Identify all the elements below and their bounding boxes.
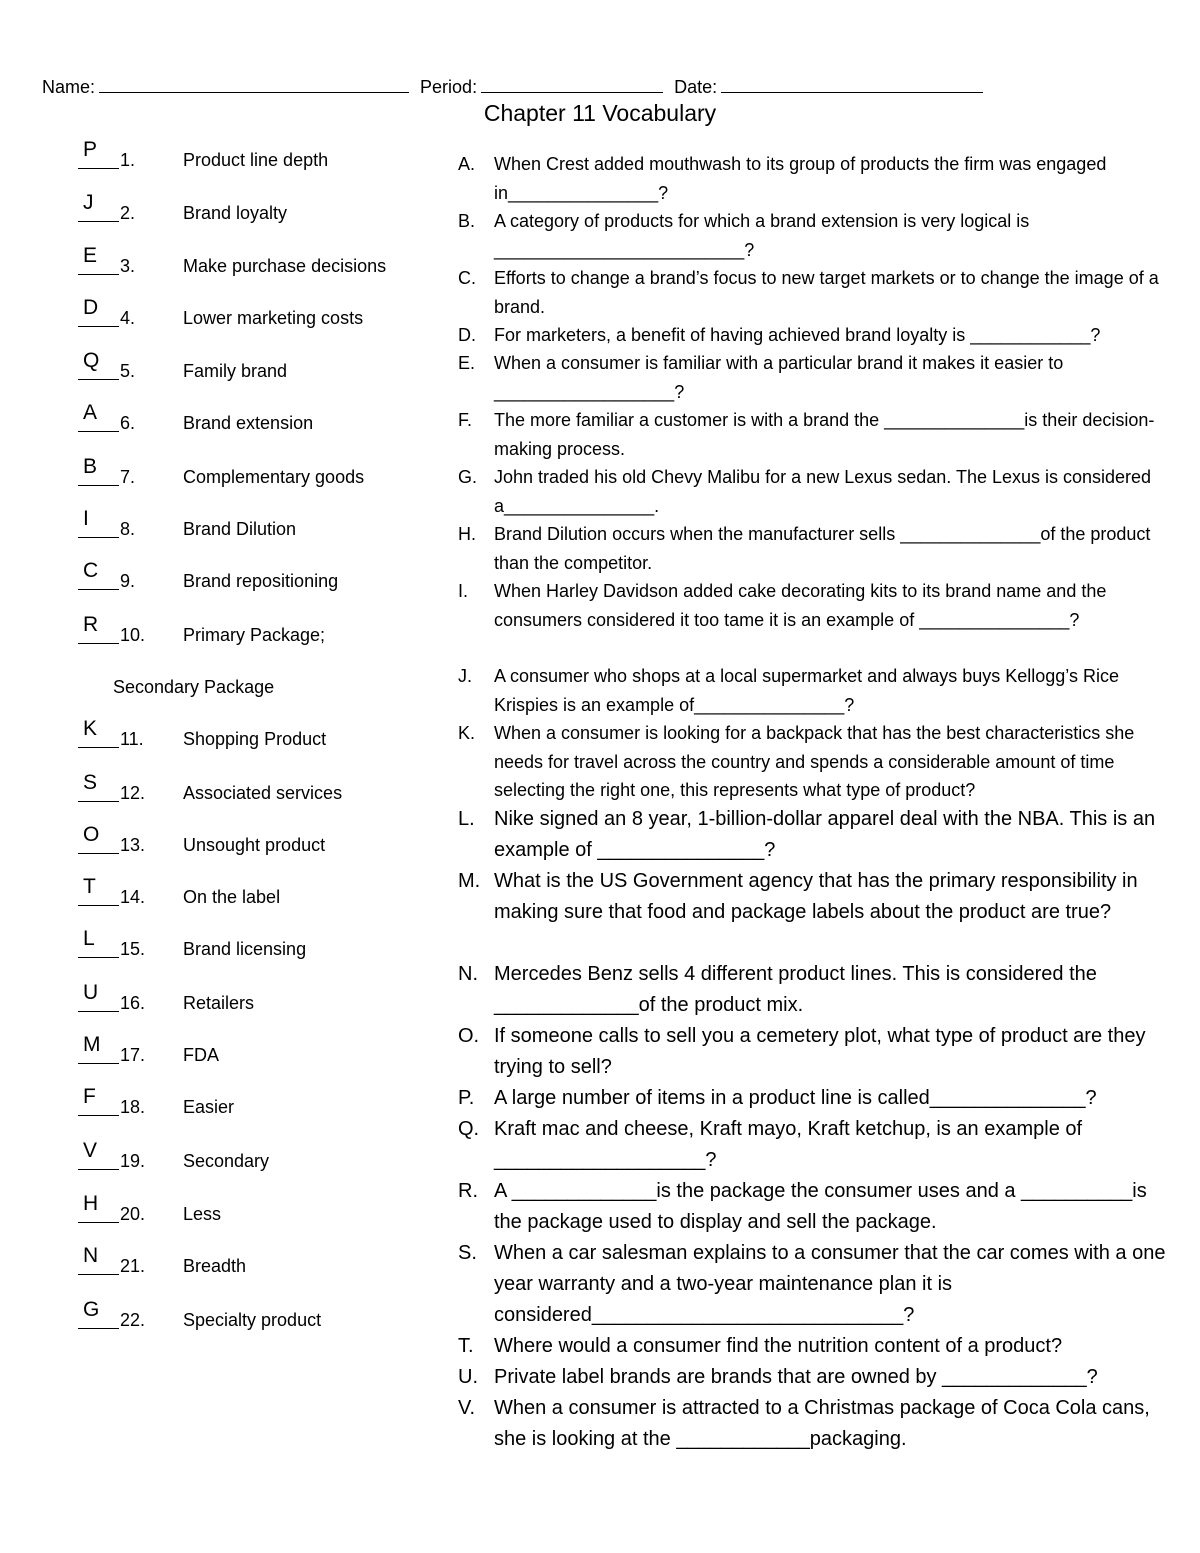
answer-letter[interactable]: C bbox=[83, 559, 99, 582]
answer-line bbox=[78, 801, 119, 802]
answer-line bbox=[78, 379, 119, 380]
answer-letter[interactable]: D bbox=[83, 296, 99, 319]
term-text: Retailers bbox=[183, 993, 255, 1013]
question-text: Nike signed an 8 year, 1-billion-dollar apparel deal with the NBA. This is an example of _______________? bbox=[494, 808, 1156, 861]
question-letter: D. bbox=[458, 325, 476, 345]
answer-line bbox=[78, 1011, 119, 1012]
term-text: Brand loyalty bbox=[183, 203, 288, 223]
answer-letter[interactable]: H bbox=[83, 1192, 99, 1215]
period-label: Period: bbox=[420, 77, 478, 97]
question-letter: T. bbox=[458, 1335, 474, 1357]
answer-letter[interactable]: A bbox=[83, 401, 98, 424]
question-letter: P. bbox=[458, 1087, 475, 1109]
name-label: Name: bbox=[42, 77, 96, 97]
answer-letter[interactable]: Q bbox=[83, 349, 100, 372]
answer-letter[interactable]: V bbox=[83, 1139, 98, 1162]
question-text: When Crest added mouthwash to its group of products the firm was engaged in_______________? bbox=[494, 154, 1107, 203]
term-text: Easier bbox=[183, 1097, 235, 1117]
question-letter: U. bbox=[458, 1366, 478, 1388]
term-text: Secondary bbox=[183, 1151, 270, 1171]
term-number: 17. bbox=[120, 1045, 146, 1065]
term-number: 4. bbox=[120, 308, 136, 328]
period-field[interactable] bbox=[481, 74, 663, 93]
answer-line bbox=[78, 1169, 119, 1170]
answer-line bbox=[78, 431, 119, 432]
question-letter: E. bbox=[458, 353, 476, 373]
question-text: Efforts to change a brand’s focus to new target markets or to change the image of a brand. bbox=[494, 268, 1159, 317]
term-number: 14. bbox=[120, 887, 146, 907]
term-text: Specialty product bbox=[183, 1310, 322, 1330]
term-text: Breadth bbox=[183, 1256, 247, 1276]
term-number: 18. bbox=[120, 1097, 146, 1117]
header-line bbox=[42, 74, 983, 98]
term-number: 1. bbox=[120, 150, 136, 170]
answer-line bbox=[78, 221, 119, 222]
term-number: 13. bbox=[120, 835, 146, 855]
question-text: When Harley Davidson added cake decorating kits to its brand name and the consumers considered it too tame it is an example of _______________? bbox=[494, 581, 1107, 630]
answer-line bbox=[78, 853, 119, 854]
term-number: 9. bbox=[120, 571, 136, 591]
answer-line bbox=[78, 1328, 119, 1329]
answer-line bbox=[78, 589, 119, 590]
question-text: Mercedes Benz sells 4 different product lines. This is considered the _____________of the product mix. bbox=[494, 963, 1097, 1016]
question-letter: K. bbox=[458, 723, 476, 743]
question-letter: B. bbox=[458, 211, 476, 231]
term-text: Lower marketing costs bbox=[183, 308, 364, 328]
term-number: 5. bbox=[120, 361, 136, 381]
question-text: John traded his old Chevy Malibu for a new Lexus sedan. The Lexus is considered a_______________. bbox=[494, 467, 1152, 516]
answer-line bbox=[78, 747, 119, 748]
answer-letter[interactable]: G bbox=[83, 1298, 100, 1321]
term-text: Brand extension bbox=[183, 413, 314, 433]
question-text: Private label brands are brands that are owned by _____________? bbox=[494, 1366, 1098, 1388]
term-number: 7. bbox=[120, 467, 136, 487]
answer-letter[interactable]: U bbox=[83, 981, 99, 1004]
question-text: A large number of items in a product line is called______________? bbox=[494, 1087, 1097, 1109]
term-text: Primary Package; bbox=[183, 625, 326, 645]
question-letter: I. bbox=[458, 581, 469, 601]
term-text: Associated services bbox=[183, 783, 343, 803]
question-text: Where would a consumer find the nutrition content of a product? bbox=[494, 1335, 1063, 1357]
term-text: Less bbox=[183, 1204, 222, 1224]
answer-line bbox=[78, 1222, 119, 1223]
term-10-continuation: Secondary Package bbox=[113, 677, 275, 697]
term-text: Make purchase decisions bbox=[183, 256, 387, 276]
term-number: 3. bbox=[120, 256, 136, 276]
question-text: A _____________is the package the consumer uses and a __________is the package used to display and sell the package. bbox=[494, 1180, 1147, 1233]
question-letter: F. bbox=[458, 410, 473, 430]
question-letter: G. bbox=[458, 467, 478, 487]
term-number: 6. bbox=[120, 413, 136, 433]
question-letter: J. bbox=[458, 666, 473, 686]
question-letter: A. bbox=[458, 154, 476, 174]
question-text: When a consumer is familiar with a particular brand it makes it easier to __________________? bbox=[494, 353, 1064, 402]
term-number: 11. bbox=[120, 729, 144, 749]
question-letter: O. bbox=[458, 1025, 480, 1047]
term-text: Brand Dilution bbox=[183, 519, 297, 539]
answer-line bbox=[78, 326, 119, 327]
answer-line bbox=[78, 274, 119, 275]
term-number: 22. bbox=[120, 1310, 146, 1330]
question-letter: R. bbox=[458, 1180, 478, 1202]
term-text: Brand repositioning bbox=[183, 571, 339, 591]
question-text: If someone calls to sell you a cemetery plot, what type of product are they trying to sell? bbox=[494, 1025, 1146, 1078]
date-label: Date: bbox=[674, 77, 718, 97]
question-letter: H. bbox=[458, 524, 476, 544]
term-text: Product line depth bbox=[183, 150, 329, 170]
question-text: A consumer who shops at a local supermarket and always buys Kellogg’s Rice Krispies is an example of_______________? bbox=[494, 666, 1119, 715]
term-text: Shopping Product bbox=[183, 729, 327, 749]
term-number: 10. bbox=[120, 625, 146, 645]
term-text: Brand licensing bbox=[183, 939, 307, 959]
question-text: What is the US Government agency that has the primary responsibility in making sure that food and package labels about the product are true? bbox=[494, 870, 1138, 923]
term-text: Family brand bbox=[183, 361, 288, 381]
term-number: 2. bbox=[120, 203, 136, 223]
answer-line bbox=[78, 1063, 119, 1064]
answer-line bbox=[78, 905, 119, 906]
term-number: 19. bbox=[120, 1151, 146, 1171]
term-number: 8. bbox=[120, 519, 136, 539]
term-text: Unsought product bbox=[183, 835, 326, 855]
answer-line bbox=[78, 1115, 119, 1116]
term-text: On the label bbox=[183, 887, 281, 907]
term-number: 16. bbox=[120, 993, 146, 1013]
question-letter: V. bbox=[458, 1397, 476, 1419]
answer-letter[interactable]: P bbox=[83, 138, 98, 161]
term-text: FDA bbox=[183, 1045, 219, 1065]
question-letter: L. bbox=[458, 808, 475, 830]
question-text: When a consumer is attracted to a Christmas package of Coca Cola cans, she is looking at the ____________packaging. bbox=[494, 1397, 1150, 1450]
answer-letter[interactable]: M bbox=[83, 1033, 101, 1056]
question-text: When a car salesman explains to a consumer that the car comes with a one year warranty and a two-year maintenance plan it is considered____________________________? bbox=[494, 1242, 1166, 1326]
answer-letter[interactable]: I bbox=[83, 507, 89, 530]
answer-line bbox=[78, 1274, 119, 1275]
answer-letter[interactable]: B bbox=[83, 455, 98, 478]
answer-letter[interactable]: J bbox=[83, 191, 94, 214]
term-number: 21. bbox=[120, 1256, 146, 1276]
answer-letter[interactable]: K bbox=[83, 717, 98, 740]
answer-line bbox=[78, 485, 119, 486]
term-number: 12. bbox=[120, 783, 146, 803]
question-letter: S. bbox=[458, 1242, 477, 1264]
answer-letter[interactable]: L bbox=[83, 927, 95, 950]
answer-letter[interactable]: S bbox=[83, 771, 98, 794]
answer-letter[interactable]: N bbox=[83, 1244, 99, 1267]
answer-line bbox=[78, 957, 119, 958]
term-number: 20. bbox=[120, 1204, 146, 1224]
question-text: When a consumer is looking for a backpack that has the best characteristics she needs for travel across the country and spends a considerable amount of time selecting the right one, this represents what type of product? bbox=[494, 723, 1135, 800]
term-number: 15. bbox=[120, 939, 146, 959]
question-letter: M. bbox=[458, 870, 481, 892]
question-text: For marketers, a benefit of having achieved brand loyalty is ____________? bbox=[494, 325, 1101, 345]
answer-line bbox=[78, 643, 119, 644]
question-letter: C. bbox=[458, 268, 476, 288]
question-letter: Q. bbox=[458, 1118, 480, 1140]
answer-line bbox=[78, 537, 119, 538]
answer-letter[interactable]: T bbox=[83, 875, 96, 898]
question-text: Brand Dilution occurs when the manufacturer sells ______________of the product than the competitor. bbox=[494, 524, 1151, 573]
page-title: Chapter 11 Vocabulary bbox=[483, 100, 717, 126]
name-field[interactable] bbox=[99, 74, 409, 93]
answer-letter[interactable]: O bbox=[83, 823, 100, 846]
question-text: The more familiar a customer is with a brand the ______________is their decision-making process. bbox=[494, 410, 1155, 459]
date-field[interactable] bbox=[721, 74, 983, 93]
answer-letter[interactable]: F bbox=[83, 1085, 96, 1108]
answer-letter[interactable]: R bbox=[83, 613, 99, 636]
question-text: A category of products for which a brand extension is very logical is _________________________? bbox=[494, 211, 1030, 260]
answer-letter[interactable]: E bbox=[83, 244, 98, 267]
question-letter: N. bbox=[458, 963, 478, 985]
question-text: Kraft mac and cheese, Kraft mayo, Kraft ketchup, is an example of ___________________? bbox=[494, 1118, 1083, 1171]
term-text: Complementary goods bbox=[183, 467, 365, 487]
answer-line bbox=[78, 168, 119, 169]
